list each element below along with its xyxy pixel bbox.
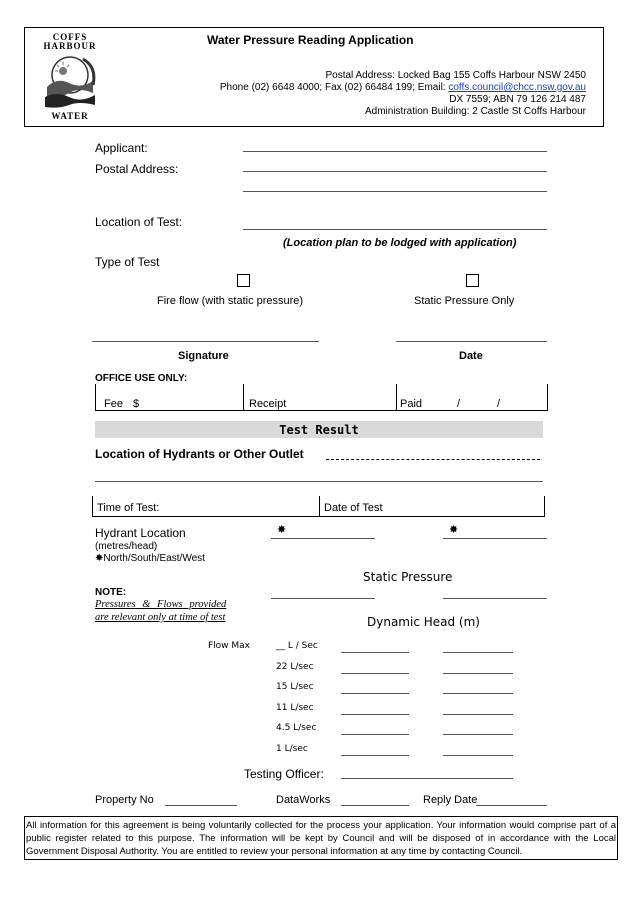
paid-slash-1: / bbox=[457, 398, 461, 410]
static-only-checkbox[interactable] bbox=[466, 274, 479, 287]
static-pressure-field-1[interactable] bbox=[271, 598, 375, 599]
flow-max-label: Flow Max bbox=[208, 641, 251, 651]
static-pressure-label: Static Pressure bbox=[363, 570, 453, 584]
office-use-box bbox=[95, 384, 548, 411]
flow-rate-field-1[interactable] bbox=[341, 734, 409, 735]
hydrants-field-1[interactable] bbox=[326, 459, 540, 460]
time-date-divider bbox=[319, 496, 320, 516]
paid-label: Paid bbox=[400, 398, 423, 410]
hydrants-label: Location of Hydrants or Other Outlet bbox=[95, 447, 304, 461]
time-of-test-label: Time of Test: bbox=[97, 502, 160, 514]
location-of-test-label: Location of Test: bbox=[95, 215, 183, 229]
logo-top-text: COFFS HARBOUR bbox=[43, 32, 97, 51]
flow-rate-label: 15 L/sec bbox=[276, 682, 314, 692]
email-link[interactable]: coffs.council@chcc.nsw.gov.au bbox=[448, 82, 586, 93]
date-line[interactable] bbox=[396, 341, 547, 342]
flow-rate-field-1[interactable] bbox=[341, 714, 409, 715]
flow-rate-field-2[interactable] bbox=[443, 734, 513, 735]
contact-block bbox=[220, 70, 586, 118]
flow-rate-label: 11 L/sec bbox=[276, 703, 314, 713]
page-title: Water Pressure Reading Application bbox=[207, 33, 414, 47]
flow-rate-label: 1 L/sec bbox=[276, 744, 308, 754]
hydrant-2-field[interactable] bbox=[443, 538, 547, 539]
office-divider-2 bbox=[396, 384, 397, 410]
location-of-test-field[interactable] bbox=[243, 229, 547, 230]
directions-row bbox=[95, 553, 205, 564]
dx-abn: DX 7559; ABN 79 126 214 487 bbox=[449, 94, 586, 105]
testing-officer-field[interactable] bbox=[341, 778, 513, 779]
flow-rate-label: 22 L/sec bbox=[276, 662, 314, 672]
flow-rate-field-2[interactable] bbox=[443, 693, 513, 694]
receipt-label: Receipt bbox=[249, 398, 287, 410]
signature-label: Signature bbox=[178, 350, 229, 362]
dataworks-field[interactable] bbox=[341, 805, 409, 806]
logo-icon bbox=[39, 53, 101, 109]
property-no-field[interactable] bbox=[165, 805, 237, 806]
test-result-heading: Test Result bbox=[279, 423, 359, 437]
office-divider-3 bbox=[547, 384, 548, 410]
hydrant-1-marker-icon: ✸ bbox=[277, 524, 287, 536]
flow-rate-field-1[interactable] bbox=[341, 673, 409, 674]
signature-line[interactable] bbox=[92, 341, 319, 342]
flow-rate-field-2[interactable] bbox=[443, 673, 513, 674]
fee-dollar: $ bbox=[133, 398, 140, 410]
dataworks-label: DataWorks bbox=[276, 794, 331, 806]
static-only-label: Static Pressure Only bbox=[414, 295, 515, 307]
fire-flow-checkbox[interactable] bbox=[237, 274, 250, 287]
note-line-1: Pressures & Flows provided bbox=[95, 599, 227, 610]
reply-date-field[interactable] bbox=[476, 805, 547, 806]
date-label: Date bbox=[459, 350, 483, 362]
flow-rate-field-1[interactable] bbox=[341, 652, 409, 653]
office-divider-1 bbox=[243, 384, 244, 410]
hydrant-location-label: Hydrant Location bbox=[95, 526, 186, 540]
metres-head-label: (metres/head) bbox=[95, 541, 158, 552]
logo-bottom-text: WATER bbox=[51, 111, 89, 121]
reply-date-label: Reply Date bbox=[423, 794, 478, 806]
static-pressure-field-2[interactable] bbox=[443, 598, 547, 599]
flow-rate-label: __ L / Sec bbox=[276, 641, 318, 651]
postal-address: Postal Address: Locked Bag 155 Coffs Harbour NSW 2450 bbox=[325, 70, 586, 81]
paid-slash-2: / bbox=[497, 398, 501, 410]
privacy-notice: All information for this agreement is being voluntarily collected for the process your application. Your information would comprise part of a public register related to this purpose. The information will be kept by Council and will be disposed of in accordance with the Local Government Disposal Authority. You are entitled to review your personal information at any time by contacting Council. bbox=[26, 820, 616, 857]
note-label: NOTE: bbox=[95, 587, 127, 598]
postal-address-label: Postal Address: bbox=[95, 162, 179, 176]
flow-rate-field-2[interactable] bbox=[443, 714, 513, 715]
testing-officer-label: Testing Officer: bbox=[244, 767, 324, 781]
fire-flow-label: Fire flow (with static pressure) bbox=[157, 295, 304, 307]
flow-rate-field-2[interactable] bbox=[443, 652, 513, 653]
phone-fax: Phone (02) 6648 4000; Fax (02) 66484 199; Email: bbox=[219, 82, 449, 93]
office-use-heading: OFFICE USE ONLY: bbox=[95, 373, 188, 384]
postal-address-field-1[interactable] bbox=[243, 171, 547, 172]
property-no-label: Property No bbox=[95, 794, 154, 806]
flow-rate-label: 4.5 L/sec bbox=[276, 723, 317, 733]
hydrant-1-field[interactable] bbox=[271, 538, 375, 539]
applicant-label: Applicant: bbox=[95, 141, 148, 155]
note-line-2: are relevant only at time of test bbox=[95, 612, 226, 623]
fee-label: Fee bbox=[104, 398, 123, 410]
direction-star-icon: ✸ bbox=[95, 553, 104, 564]
logo bbox=[35, 33, 105, 121]
admin-address: Administration Building: 2 Castle St Coffs Harbour bbox=[364, 106, 586, 117]
directions-label: North/South/East/West bbox=[103, 553, 205, 564]
postal-address-field-2[interactable] bbox=[243, 191, 547, 192]
flow-rate-field-1[interactable] bbox=[341, 693, 409, 694]
applicant-field[interactable] bbox=[243, 151, 547, 152]
hydrants-field-2[interactable] bbox=[95, 481, 543, 482]
location-plan-note: (Location plan to be lodged with application) bbox=[283, 237, 517, 249]
phone-line bbox=[220, 82, 586, 94]
flow-rate-field-2[interactable] bbox=[443, 755, 513, 756]
dynamic-head-label: Dynamic Head (m) bbox=[367, 615, 480, 629]
date-of-test-label: Date of Test bbox=[324, 502, 383, 514]
hydrant-2-marker-icon: ✸ bbox=[449, 524, 459, 536]
flow-rate-field-1[interactable] bbox=[341, 755, 409, 756]
type-of-test-label: Type of Test bbox=[95, 255, 160, 269]
